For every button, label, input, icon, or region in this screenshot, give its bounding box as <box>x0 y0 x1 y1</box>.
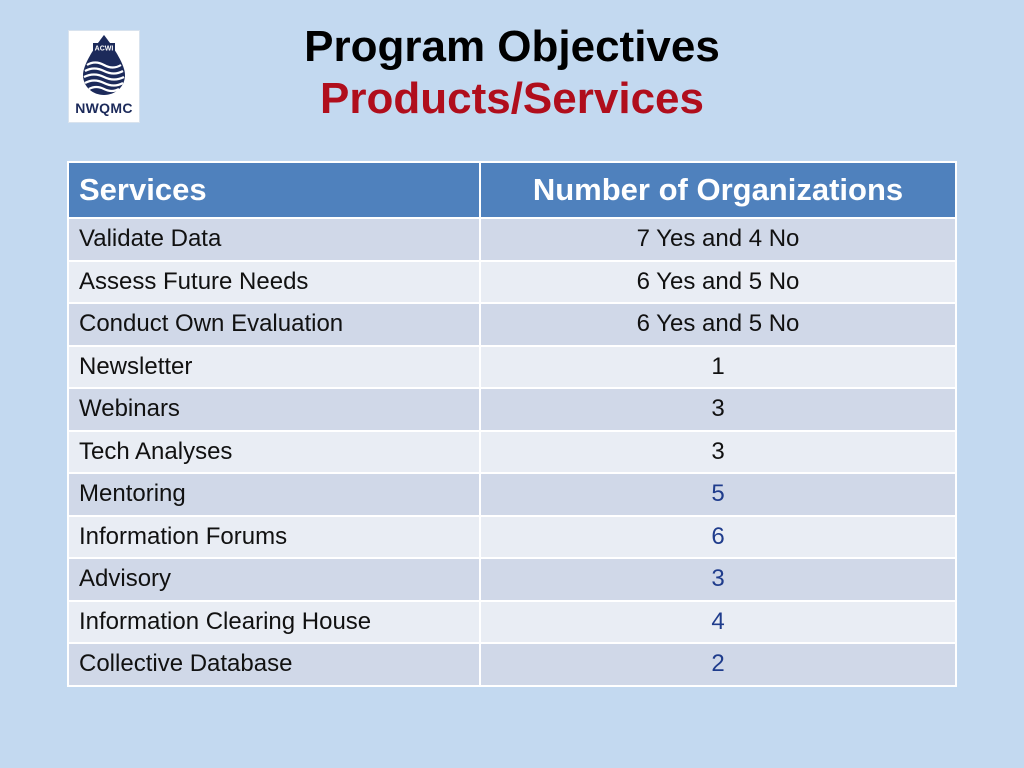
table-row <box>68 303 956 346</box>
service-cell: Mentoring <box>68 473 480 516</box>
count-cell: 6 Yes and 5 No <box>480 261 956 304</box>
table-row <box>68 516 956 559</box>
service-cell: Conduct Own Evaluation <box>68 303 480 346</box>
service-cell: Validate Data <box>68 218 480 261</box>
service-cell: Tech Analyses <box>68 431 480 474</box>
service-cell: Information Forums <box>68 516 480 559</box>
count-cell: 5 <box>480 473 956 516</box>
table-row <box>68 346 956 389</box>
column-header-organizations: Number of Organizations <box>480 162 956 218</box>
count-cell: 6 Yes and 5 No <box>480 303 956 346</box>
count-cell: 6 <box>480 516 956 559</box>
service-cell: Assess Future Needs <box>68 261 480 304</box>
count-cell: 3 <box>480 558 956 601</box>
page-title: Program Objectives <box>304 22 720 71</box>
count-cell: 3 <box>480 388 956 431</box>
table-header-row <box>68 162 956 218</box>
services-table <box>67 161 957 687</box>
table-row <box>68 218 956 261</box>
table-row <box>68 388 956 431</box>
service-cell: Advisory <box>68 558 480 601</box>
count-cell: 2 <box>480 643 956 686</box>
table-row <box>68 261 956 304</box>
table-row <box>68 601 956 644</box>
count-cell: 1 <box>480 346 956 389</box>
table-row <box>68 643 956 686</box>
count-cell: 4 <box>480 601 956 644</box>
logo-text: NWQMC <box>75 100 133 116</box>
column-header-services: Services <box>68 162 480 218</box>
service-cell: Newsletter <box>68 346 480 389</box>
table-row <box>68 473 956 516</box>
count-cell: 7 Yes and 4 No <box>480 218 956 261</box>
logo-badge: ACWI <box>94 45 114 53</box>
title-block <box>0 22 1024 124</box>
count-cell: 3 <box>480 431 956 474</box>
service-cell: Collective Database <box>68 643 480 686</box>
table-row <box>68 558 956 601</box>
service-cell: Information Clearing House <box>68 601 480 644</box>
page-subtitle: Products/Services <box>320 74 704 123</box>
service-cell: Webinars <box>68 388 480 431</box>
table-row <box>68 431 956 474</box>
